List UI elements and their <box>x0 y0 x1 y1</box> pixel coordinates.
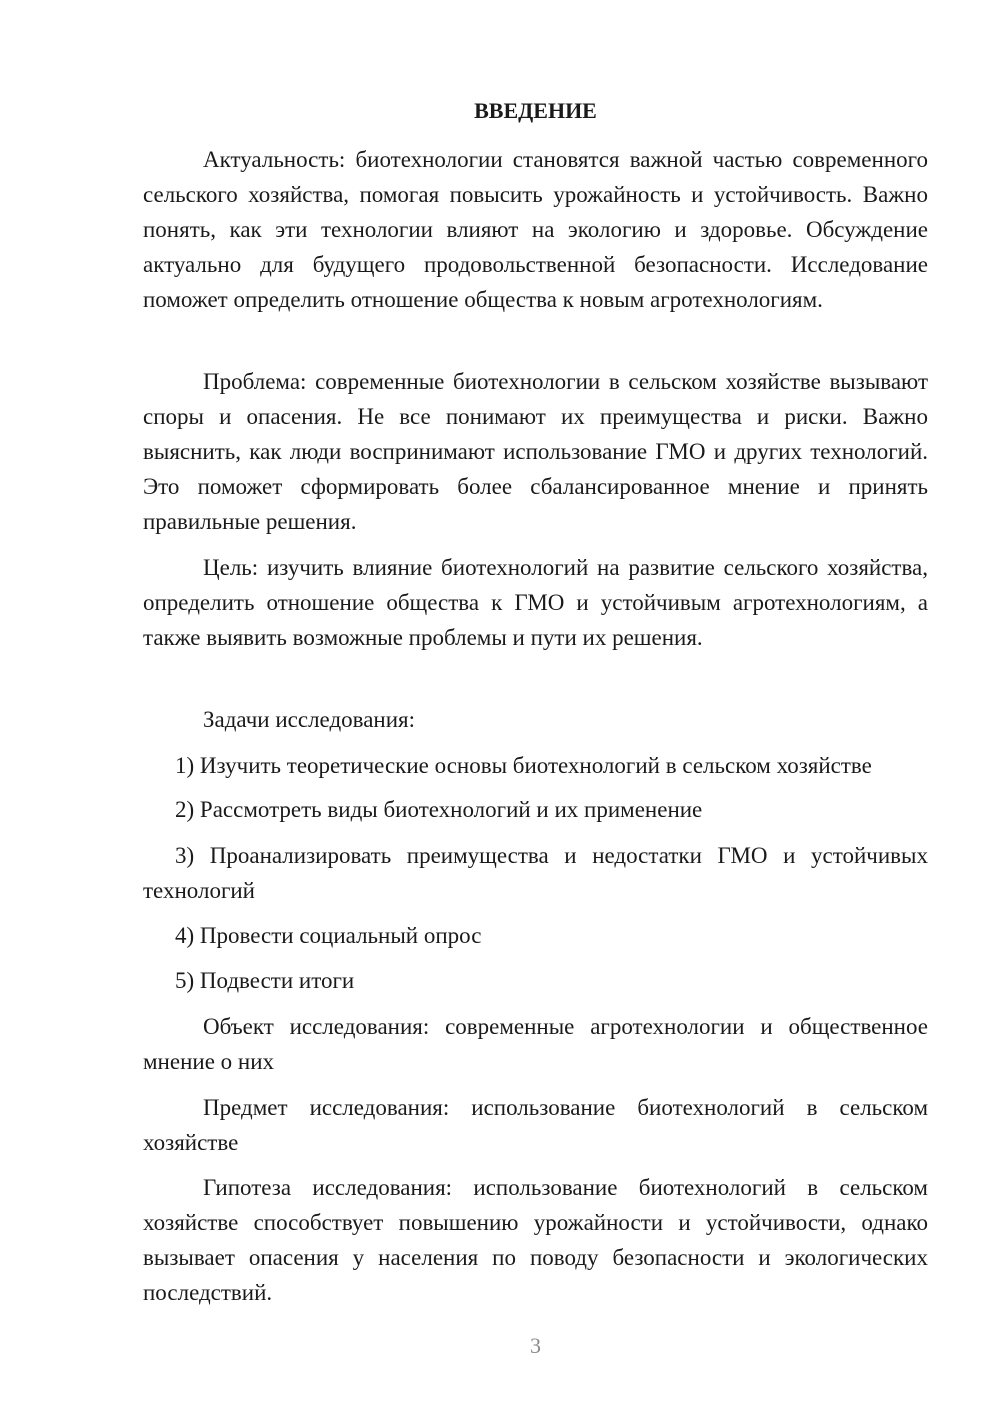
task-item-5: 5) Подвести итоги <box>175 968 355 993</box>
paragraph-goal: Цель: изучить влияние биотехнологий на развитие сельского хозяйства, определить отношение общества к ГМО и устойчивым агротехнологиям, а также выявить возможные проблемы и пути их решения. <box>143 555 928 650</box>
task-item-1: 1) Изучить теоретические основы биотехнологий в сельском хозяйстве <box>175 753 872 778</box>
page-title: ВВЕДЕНИЕ <box>474 98 597 123</box>
paragraph-problem: Проблема: современные биотехнологии в сельском хозяйстве вызывают споры и опасения. Не все понимают их преимущества и риски. Важно выяснить, как люди воспринимают использование ГМО и других технологий. Это поможет сформировать более сбалансированное мнение и принять правильные решения. <box>143 369 928 534</box>
task-item-3: 3) Проанализировать преимущества и недостатки ГМО и устойчивых технологий <box>143 843 928 903</box>
page-number: 3 <box>530 1333 541 1358</box>
paragraph-subject: Предмет исследования: использование биотехнологий в сельском хозяйстве <box>143 1095 928 1155</box>
paragraph-hypothesis: Гипотеза исследования: использование биотехнологий в сельском хозяйстве способствует повышению урожайности и устойчивости, однако вызывает опасения у населения по поводу безопасности и экологических последствий. <box>143 1175 928 1305</box>
paragraph-relevance: Актуальность: биотехнологии становятся важной частью современного сельского хозяйства, помогая повысить урожайность и устойчивость. Важно понять, как эти технологии влияют на экологию и здоровье. Обсуждение актуально для будущего продовольственной безопасности. Исследование поможет определить отношение общества к новым агротехнологиям. <box>143 147 928 312</box>
tasks-heading: Задачи исследования: <box>203 707 416 732</box>
paragraph-object: Объект исследования: современные агротехнологии и общественное мнение о них <box>143 1014 928 1074</box>
task-item-2: 2) Рассмотреть виды биотехнологий и их применение <box>175 797 703 822</box>
task-item-4: 4) Провести социальный опрос <box>175 923 482 948</box>
